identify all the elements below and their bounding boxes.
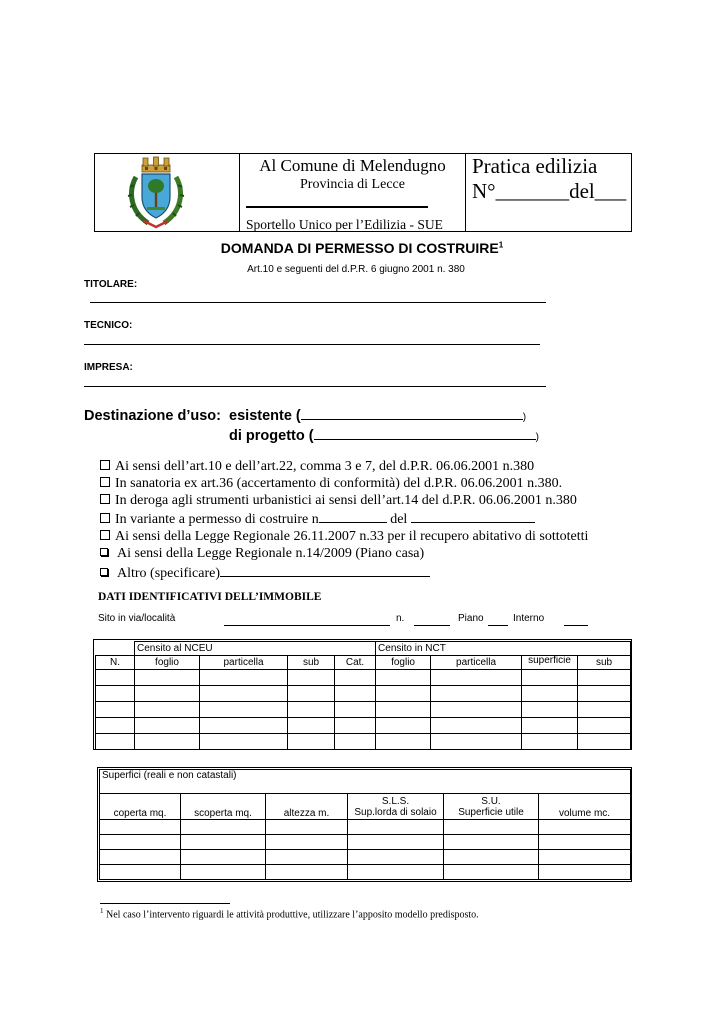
- esistente-field[interactable]: [301, 407, 523, 420]
- column-header: S.L.S. Sup.lorda di solaio: [348, 794, 444, 820]
- column-header: coperta mq.: [100, 794, 181, 820]
- option-item: In sanatoria ex art.36 (accertamento di conformità) del d.P.R. 06.06.2001 n.380.: [100, 476, 588, 493]
- option-item: In variante a permesso di costruire n del: [100, 509, 588, 529]
- column-header: superficie: [522, 656, 578, 670]
- table-row: [96, 734, 631, 750]
- footnote: [100, 907, 479, 920]
- interno-label: Interno: [513, 613, 545, 624]
- option-checkbox[interactable]: [100, 530, 110, 540]
- piano-field[interactable]: [488, 625, 508, 626]
- option-item: In deroga agli strumenti urbanistici ai sensi dell’art.14 del d.P.R. 06.06.2001 n.380: [100, 493, 588, 510]
- footnote-mark: 1: [100, 907, 104, 915]
- document-subtitle: Art.10 e seguenti del d.P.R. 6 giugno 2001 n. 380: [247, 264, 465, 275]
- coat-of-arms-icon: [126, 155, 186, 229]
- column-header: particella: [200, 656, 288, 670]
- table-row: [96, 686, 631, 702]
- progetto-label: di progetto (: [229, 428, 314, 444]
- variante-number-field[interactable]: [319, 509, 387, 523]
- destinazione-progetto-row: [229, 427, 539, 444]
- superfici-table: [99, 769, 631, 880]
- catasto-nct-header: Censito in NCT: [376, 642, 631, 656]
- table-row: [96, 718, 631, 734]
- sito-row: [98, 613, 598, 629]
- header-rule: [246, 206, 428, 208]
- column-header: foglio: [135, 656, 200, 670]
- option-checkbox[interactable]: [100, 477, 110, 487]
- catasto-table: [95, 641, 631, 750]
- option-item: Ai sensi dell’art.10 e dell’art.22, comma 3 e 7, del d.P.R. 06.06.2001 n.380: [100, 459, 588, 476]
- footnote-ref: 1: [498, 240, 504, 250]
- option-item: Ai sensi della Legge Regionale 26.11.2007 n.33 per il recupero abitativo di sottotetti: [100, 529, 588, 546]
- option-checkbox[interactable]: [100, 548, 108, 556]
- column-header: altezza m.: [266, 794, 348, 820]
- option-checkbox[interactable]: [100, 568, 108, 576]
- table-row: [100, 820, 631, 835]
- titolare-field[interactable]: [90, 302, 546, 303]
- column-header: volume mc.: [539, 794, 631, 820]
- close-paren: ): [522, 412, 527, 423]
- pratica-number-field[interactable]: N°_______del___: [472, 179, 627, 203]
- table-row: [96, 670, 631, 686]
- column-header: foglio: [376, 656, 431, 670]
- option-checkbox[interactable]: [100, 494, 110, 504]
- esistente-label: esistente (: [229, 408, 301, 424]
- column-header: scoperta mq.: [181, 794, 266, 820]
- tecnico-field[interactable]: [84, 344, 540, 345]
- option-checkbox[interactable]: [100, 460, 110, 470]
- column-header: sub: [288, 656, 335, 670]
- table-row: [100, 850, 631, 865]
- impresa-label: IMPRESA:: [84, 362, 133, 373]
- sito-label: Sito in via/località: [98, 613, 176, 624]
- option-checkbox[interactable]: [100, 513, 110, 523]
- progetto-field[interactable]: [314, 427, 536, 440]
- superfici-title: Superfici (reali e non catastali): [100, 770, 631, 794]
- document-title: DOMANDA DI PERMESSO DI COSTRUIRE$^1$: [220, 240, 504, 256]
- comune-title: Al Comune di Melendugno: [259, 156, 446, 175]
- titolare-label: TITOLARE:: [84, 279, 138, 290]
- n-field[interactable]: [414, 625, 450, 626]
- column-header: particella: [431, 656, 522, 670]
- sportello-label: Sportello Unico per l’Edilizia - SUE: [246, 217, 443, 232]
- sito-field[interactable]: [224, 625, 390, 626]
- provincia-label: Provincia di Lecce: [300, 177, 405, 192]
- n-label: n.: [396, 613, 405, 624]
- column-header: S.U. Superficie utile: [444, 794, 539, 820]
- option-item: Ai sensi della Legge Regionale n.14/2009 (Piano casa): [100, 546, 588, 563]
- altro-field[interactable]: [220, 563, 430, 577]
- options-list: [100, 459, 588, 583]
- header-divider: [465, 153, 466, 232]
- column-header: sub: [578, 656, 631, 670]
- close-paren: ): [535, 432, 539, 443]
- pratica-label: Pratica edilizia: [472, 154, 598, 178]
- tecnico-label: TECNICO:: [84, 320, 133, 331]
- table-row: [96, 702, 631, 718]
- footnote-text: Nel caso l’intervento riguardi le attività produttive, utilizzare l’apposito modello predisposto.: [106, 909, 479, 921]
- variante-date-field[interactable]: [411, 509, 535, 523]
- catasto-nceu-header: Censito al NCEU: [135, 642, 376, 656]
- destinazione-esistente-row: [84, 407, 526, 424]
- dati-section-title: DATI IDENTIFICATIVI DELL’IMMOBILE: [98, 591, 322, 603]
- option-item: Altro (specificare): [100, 563, 588, 583]
- impresa-field[interactable]: [84, 386, 546, 387]
- table-row: [100, 865, 631, 880]
- column-header: N.: [96, 656, 135, 670]
- piano-label: Piano: [458, 613, 484, 624]
- column-header: Cat.: [335, 656, 376, 670]
- table-row: [100, 835, 631, 850]
- interno-field[interactable]: [564, 625, 588, 626]
- footnote-rule: [100, 903, 230, 904]
- destinazione-label: Destinazione d’uso:: [84, 408, 221, 424]
